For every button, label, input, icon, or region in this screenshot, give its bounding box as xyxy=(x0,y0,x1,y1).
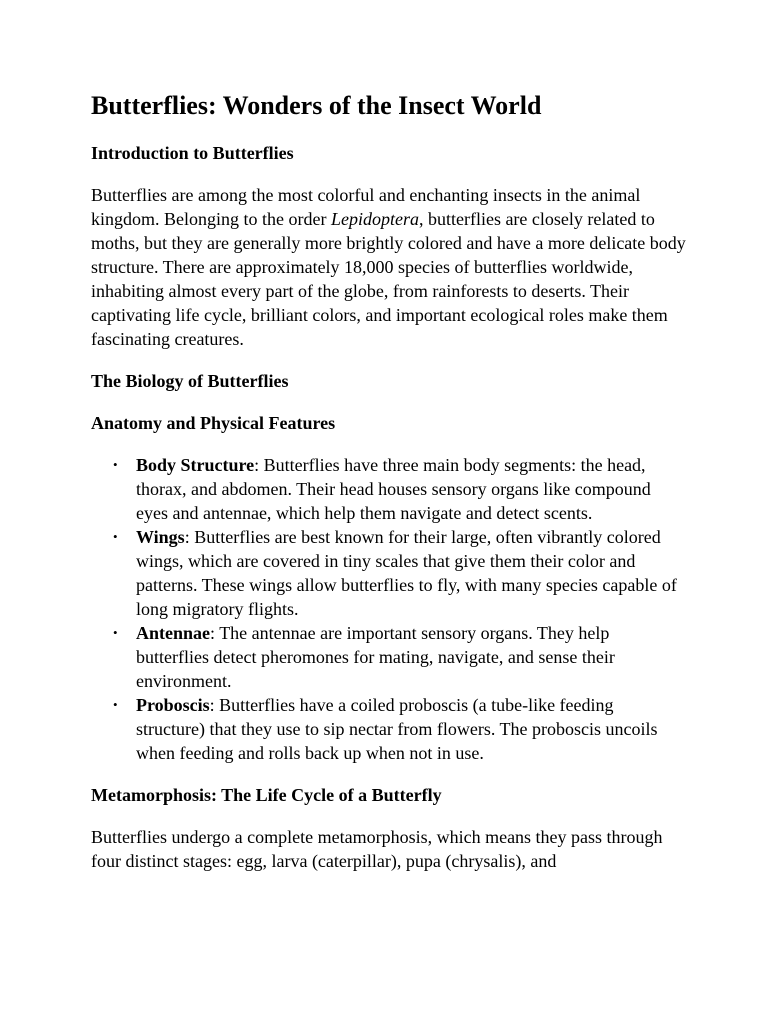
list-item xyxy=(113,525,686,621)
intro-paragraph xyxy=(91,183,686,351)
list-item-text: : Butterflies are best known for their large, often vibrantly colored wings, which are covered in tiny scales that give them their color and patterns. These wings allow butterflies to fly, with many species capable of long migratory flights. xyxy=(136,527,677,620)
metamorphosis-heading: Metamorphosis: The Life Cycle of a Butterfly xyxy=(91,785,442,806)
intro-heading: Introduction to Butterflies xyxy=(91,143,294,164)
list-item-text: : Butterflies have three main body segments: the head, thorax, and abdomen. Their head houses sensory organs like compound eyes and antennae, which help them navigate and detect scents. xyxy=(136,455,651,524)
list-item-term: Antennae xyxy=(136,623,211,644)
list-item-text: : Butterflies have a coiled proboscis (a tube-like feeding structure) that they use to sip nectar from flowers. The proboscis uncoils when feeding and rolls back up when not in use. xyxy=(136,695,658,764)
list-item-text: : The antennae are important sensory organs. They help butterflies detect pheromones for mating, navigate, and sense their environment. xyxy=(136,623,615,692)
intro-italic-term: Lepidoptera xyxy=(330,209,419,230)
list-item xyxy=(113,693,686,765)
bullet-icon: • xyxy=(113,457,118,473)
anatomy-list xyxy=(91,453,686,765)
bullet-icon: • xyxy=(113,625,118,641)
list-item xyxy=(113,453,686,525)
document-page xyxy=(91,90,686,891)
list-item-term: Body Structure xyxy=(136,455,255,476)
list-item-term: Wings xyxy=(136,527,185,548)
anatomy-heading: Anatomy and Physical Features xyxy=(91,413,336,434)
intro-text-end: , butterflies are closely related to moths, but they are generally more brightly colored and have a more delicate body structure. There are approximately 18,000 species of butterflies worldwide, inhabiting almost every part of the globe, from rainforests to deserts. Their captivating life cycle, brilliant colors, and important ecological roles make them fascinating creatures. xyxy=(91,209,686,350)
bullet-icon: • xyxy=(113,697,118,713)
metamorphosis-paragraph: Butterflies undergo a complete metamorphosis, which means they pass through four distinct stages: egg, larva (caterpillar), pupa (chrysalis), and xyxy=(91,827,663,872)
bullet-icon: • xyxy=(113,529,118,545)
list-item xyxy=(113,621,686,693)
list-item-term: Proboscis xyxy=(136,695,210,716)
document-title: Butterflies: Wonders of the Insect World xyxy=(91,91,542,120)
intro-text-start: Butterflies are among the most colorful and enchanting insects in the animal kingdom. Belonging to the order xyxy=(91,185,641,230)
biology-heading: The Biology of Butterflies xyxy=(91,371,289,392)
